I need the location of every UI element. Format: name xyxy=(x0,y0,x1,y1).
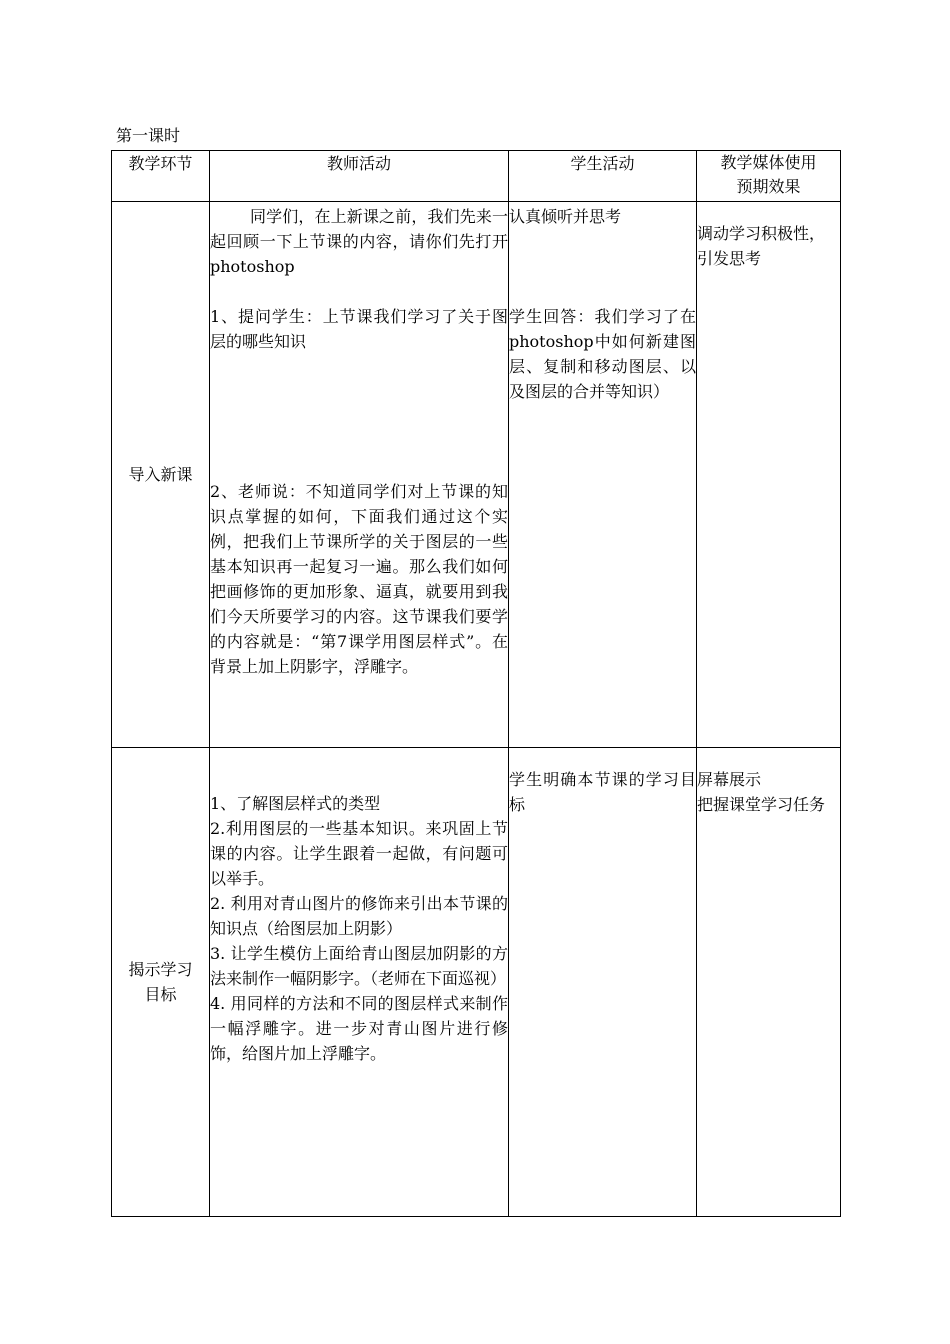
stage-cell xyxy=(112,748,210,1217)
media-paragraph: 屏幕展示 xyxy=(697,770,762,789)
stage-label-line-1: 揭示学习 xyxy=(128,960,193,979)
header-stage: 教学环节 xyxy=(112,151,210,202)
stage-cell xyxy=(112,202,210,748)
header-media xyxy=(697,151,841,202)
student-activity-cell xyxy=(509,202,697,748)
media-effect-cell xyxy=(697,748,841,1217)
header-media-line-2: 预期效果 xyxy=(736,177,801,196)
stage-label-line-2: 目标 xyxy=(144,985,177,1004)
teacher-paragraph: 1、提问学生：上节课我们学习了关于图层的哪些知识 xyxy=(210,307,508,351)
student-paragraph: 学生回答：我们学习了在photoshop中如何新建图层、复制和移动图层、以及图层的合并等知识） xyxy=(509,307,696,401)
media-paragraph: 调动学习积极性，引发思考 xyxy=(697,224,826,268)
media-effect-cell xyxy=(697,202,841,748)
student-paragraph: 认真倾听并思考 xyxy=(509,207,622,226)
teacher-paragraph: 1、了解图层样式的类型 xyxy=(210,794,381,813)
teacher-paragraph: 2. 利用对青山图片的修饰来引出本节课的知识点（给图层加上阴影） xyxy=(210,894,508,938)
student-paragraph: 学生明确本节课的学习目标 xyxy=(509,770,696,814)
teacher-activity-cell xyxy=(210,748,509,1217)
lesson-plan-table xyxy=(111,150,841,1217)
media-paragraph: 把握课堂学习任务 xyxy=(697,795,826,814)
header-teacher: 教师活动 xyxy=(210,151,509,202)
stage-label: 导入新课 xyxy=(128,465,193,484)
teacher-paragraph: 4. 用同样的方法和不同的图层样式来制作一幅浮雕字。进一步对青山图片进行修饰，给图片加上浮雕字。 xyxy=(210,994,508,1063)
header-media-line-1: 教学媒体使用 xyxy=(720,153,817,172)
header-student: 学生活动 xyxy=(509,151,697,202)
lesson-label: 第一课时 xyxy=(116,126,181,145)
header-row xyxy=(112,151,841,202)
table-row xyxy=(112,748,841,1217)
table-row xyxy=(112,202,841,748)
teacher-paragraph: 2、老师说：不知道同学们对上节课的知识点掌握的如何，下面我们通过这个实例，把我们上节课所学的关于图层的一些基本知识再一起复习一遍。那么我们如何把画修饰的更加形象、逼真，就要用到我们今天所要学习的内容。这节课我们要学的内容就是：“第7课学用图层样式”。在背景上加上阴影字，浮雕字。 xyxy=(210,482,508,676)
teacher-paragraph: 3. 让学生模仿上面给青山图层加阴影的方法来制作一幅阴影字。（老师在下面巡视） xyxy=(210,944,508,988)
teacher-paragraph: 同学们，在上新课之前，我们先来一起回顾一下上节课的内容，请你们先打开photoshop xyxy=(210,207,508,276)
teacher-activity-cell xyxy=(210,202,509,748)
teacher-paragraph: 2.利用图层的一些基本知识。来巩固上节课的内容。让学生跟着一起做，有问题可以举手。 xyxy=(210,819,508,888)
student-activity-cell xyxy=(509,748,697,1217)
